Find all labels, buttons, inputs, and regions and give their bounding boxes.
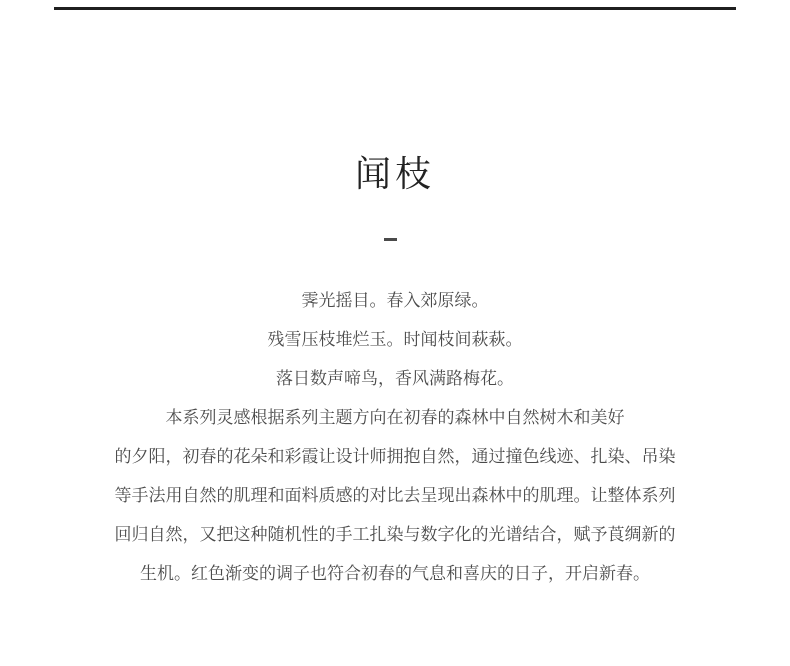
top-divider [54, 7, 736, 10]
description-line: 的夕阳，初春的花朵和彩霞让设计师拥抱自然，通过撞色线迹、扎染、吊染 [114, 447, 676, 467]
poem-line: 残雪压枝堆烂玉。时闻枝间萩萩。 [267, 330, 523, 350]
title-dash-divider [384, 238, 397, 241]
text-block [90, 282, 700, 594]
poem-line: 落日数声啼鸟，香风满路梅花。 [276, 369, 514, 389]
description-line: 等手法用自然的肌理和面料质感的对比去呈现出森林中的肌理。让整体系列 [114, 486, 676, 506]
description-line: 生机。红色渐变的调子也符合初春的气息和喜庆的日子，开启新春。 [140, 564, 650, 584]
description-line: 本系列灵感根据系列主题方向在初春的森林中自然树木和美好 [165, 408, 625, 428]
description-line: 回归自然，又把这种随机性的手工扎染与数字化的光谱结合，赋予莨绸新的 [114, 525, 676, 545]
page-title: 闻枝 [354, 154, 435, 195]
poem-line: 霁光摇目。春入郊原绿。 [301, 291, 489, 311]
